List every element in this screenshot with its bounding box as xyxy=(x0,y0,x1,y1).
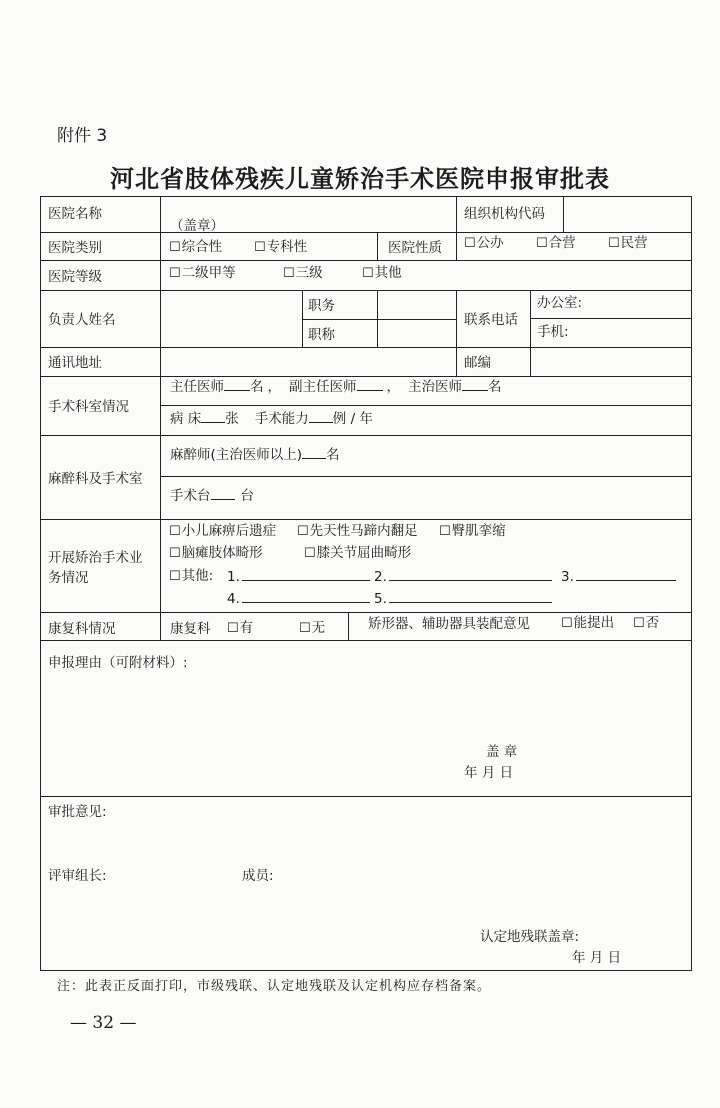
border-top xyxy=(40,196,692,197)
checkbox-clubfoot[interactable]: ☐ 先天性马蹄内翻足 xyxy=(297,522,418,541)
reason-date: 年 月 日 xyxy=(464,765,514,781)
surgery-beds-line: 病 床 张 手术能力 例 / 年 xyxy=(170,411,373,427)
checkbox-other[interactable]: ☐ 其他: xyxy=(169,567,213,586)
page-number: — 32 — xyxy=(70,1013,137,1033)
application-form xyxy=(40,196,692,971)
mobile-phone-label: 手机: xyxy=(537,324,569,340)
surgery-dept-label: 手术科室情况 xyxy=(48,399,129,415)
checkbox-cerebral-palsy[interactable]: ☐ 脑瘫肢体畸形 xyxy=(169,544,263,563)
attachment-label: 附件 3 xyxy=(57,126,108,146)
approval-date: 年 月 日 xyxy=(572,950,622,966)
operating-tables-line: 手术台 台 xyxy=(170,488,254,504)
orthosis-label: 矫形器、辅助器具装配意见 xyxy=(368,616,530,632)
rehab-label: 康复科情况 xyxy=(48,621,116,637)
anesthetist-line: 麻醉师(主治医师以上) 名 xyxy=(170,447,340,463)
border-left xyxy=(40,196,41,971)
border-right xyxy=(691,196,692,971)
footnote: 注：此表正反面打印，市级残联、认定地残联及认定机构应存档备案。 xyxy=(57,979,492,994)
checkbox-gluteal[interactable]: ☐ 臀肌挛缩 xyxy=(439,522,506,541)
surgery-doctors-line: 主任医师 名 ， 副主任医师 ， 主治医师 名 xyxy=(170,379,502,395)
members-label: 成员: xyxy=(242,868,274,884)
hospital-type-label: 医院类别 xyxy=(48,240,102,256)
reason-seal: 盖 章 xyxy=(486,744,518,760)
approval-label: 审批意见: xyxy=(48,804,107,820)
checkbox-can-propose[interactable]: ☐ 能提出 xyxy=(561,614,614,633)
checkbox-public[interactable]: ☐ 公办 xyxy=(464,234,504,253)
checkbox-polio[interactable]: ☐ 小儿麻痹后遗症 xyxy=(169,522,276,541)
position-label: 职务 xyxy=(308,298,335,314)
office-phone-label: 办公室: xyxy=(537,295,583,311)
seal-placeholder: （盖章） xyxy=(170,218,224,234)
checkbox-joint[interactable]: ☐ 合营 xyxy=(536,234,576,253)
hospital-name-label: 医院名称 xyxy=(48,206,102,222)
review-leader-label: 评审组长: xyxy=(48,868,107,884)
other-item-5: 5. xyxy=(374,589,552,608)
title-label: 职称 xyxy=(308,327,335,343)
other-item-3: 3. xyxy=(561,567,676,586)
checkbox-private[interactable]: ☐ 民营 xyxy=(608,234,648,253)
other-item-4: 4. xyxy=(227,589,370,608)
other-item-2: 2. xyxy=(374,567,552,586)
correction-label-line2: 务情况 xyxy=(48,570,89,586)
contact-phone-label: 联系电话 xyxy=(464,312,518,328)
head-name-label: 负责人姓名 xyxy=(48,312,116,328)
correction-label-line1: 开展矫治手术业 xyxy=(48,550,143,566)
checkbox-level-3[interactable]: ☐ 三级 xyxy=(283,264,323,283)
rehab-dept-label: 康复科 xyxy=(170,621,211,637)
checkbox-cannot[interactable]: ☐ 否 xyxy=(633,614,659,633)
anesthesia-label: 麻醉科及手术室 xyxy=(48,471,143,487)
checkbox-level-2a[interactable]: ☐ 二级甲等 xyxy=(169,264,236,283)
org-code-label: 组织机构代码 xyxy=(464,206,545,222)
checkbox-level-other[interactable]: ☐ 其他 xyxy=(362,264,402,283)
page-title: 河北省肢体残疾儿童矫治手术医院申报审批表 xyxy=(110,164,610,193)
hospital-nature-label: 医院性质 xyxy=(388,240,442,256)
checkbox-general[interactable]: ☐ 综合性 xyxy=(169,238,222,257)
checkbox-specialty[interactable]: ☐ 专科性 xyxy=(254,238,307,257)
address-label: 通讯地址 xyxy=(48,355,102,371)
reason-label: 申报理由（可附材料）: xyxy=(48,655,188,671)
approval-seal: 认定地残联盖章: xyxy=(480,929,580,945)
other-item-1: 1. xyxy=(227,567,370,586)
checkbox-knee[interactable]: ☐ 膝关节屈曲畸形 xyxy=(304,544,411,563)
postcode-label: 邮编 xyxy=(464,355,491,371)
checkbox-rehab-no[interactable]: ☐ 无 xyxy=(299,619,325,638)
checkbox-rehab-yes[interactable]: ☐ 有 xyxy=(227,619,253,638)
hospital-level-label: 医院等级 xyxy=(48,269,102,285)
border-bottom xyxy=(40,970,692,971)
